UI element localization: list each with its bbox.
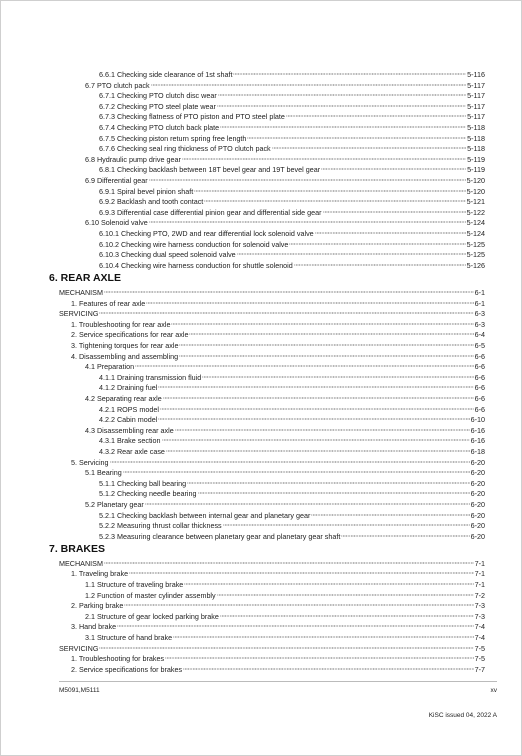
toc-entry[interactable] — [71, 620, 485, 631]
toc-entry[interactable] — [99, 142, 485, 153]
toc-entry[interactable] — [71, 297, 485, 308]
toc-entry-page: 5-117 — [467, 80, 485, 90]
toc-entry[interactable] — [99, 195, 485, 206]
dot-leader — [129, 570, 473, 576]
dot-leader — [163, 395, 474, 401]
toc-entry-page: 6-20 — [470, 457, 485, 467]
toc-entry-page: 5-124 — [466, 229, 485, 238]
toc-entry-title: 6.7 PTO clutch pack — [85, 80, 150, 90]
toc-entry[interactable] — [85, 392, 485, 403]
toc-entry-page: 6-6 — [474, 362, 485, 372]
toc-entry-page: 6-3 — [474, 319, 485, 329]
toc-entry-page: 6-6 — [474, 393, 485, 403]
toc-entry-title: 6.10.4 Checking wire harness conduction for shuttle solenoid — [99, 260, 293, 270]
toc-entry-title: 5. Servicing — [71, 457, 109, 467]
dot-leader — [204, 198, 465, 204]
toc-entry-title: 4.1.1 Draining transmission fluid — [99, 372, 202, 382]
toc-entry-page: 5-122 — [466, 207, 485, 217]
toc-entry-page: 6-4 — [474, 330, 485, 340]
toc-entry-page: 6-20 — [470, 531, 485, 541]
toc-entry[interactable] — [99, 381, 485, 392]
dot-leader — [117, 623, 473, 629]
section-heading: 6. REAR AXLE — [49, 272, 121, 285]
toc-entry-title: 6.6.1 Checking side clearance of 1st shaft — [99, 70, 233, 79]
dot-leader — [99, 645, 473, 651]
toc-entry[interactable] — [85, 578, 485, 589]
toc-entry-page: 5-117 — [467, 112, 485, 122]
dot-leader — [194, 188, 465, 194]
dot-leader — [104, 560, 474, 566]
dot-leader — [179, 342, 473, 348]
toc-entry-title: 6.8.1 Checking backlash between 18T bevel gear and 19T bevel gear — [99, 165, 321, 175]
dot-leader — [104, 289, 474, 295]
toc-entry[interactable] — [71, 456, 485, 467]
toc-entry-title: 4.1.2 Draining fuel — [99, 383, 158, 393]
toc-entry-title: 6.8 Hydraulic pump drive gear — [85, 154, 181, 164]
toc-entry-page: 7-5 — [474, 643, 485, 653]
toc-entry-page: 6-16 — [470, 436, 485, 446]
toc-entry-page: 6-16 — [470, 425, 485, 435]
dot-leader — [173, 634, 474, 640]
toc-entry-title: 1.2 Function of master cylinder assembly — [85, 590, 216, 600]
dot-leader — [158, 384, 473, 390]
toc-entry-title: 4. Disassembling and assembling — [71, 351, 179, 361]
dot-leader — [272, 145, 466, 151]
dot-leader — [135, 363, 473, 369]
toc-entry-page: 7-1 — [474, 558, 485, 568]
toc-entry-page: 5-124 — [466, 218, 485, 228]
toc-entry-page: 6-18 — [470, 446, 485, 456]
toc-entry-title: 6.10.2 Checking wire harness conduction for solenoid valve — [99, 239, 289, 249]
toc-entry[interactable] — [85, 79, 485, 90]
footer-page-number: xv — [490, 687, 497, 694]
toc-entry-page: 5-117 — [467, 91, 485, 101]
toc-entry-title: 6.9.1 Spiral bevel pinion shaft — [99, 186, 194, 196]
toc-entry-title: 5.2 Planetary gear — [85, 499, 144, 509]
toc-entry-page: 7-4 — [474, 633, 485, 642]
toc-entry[interactable] — [71, 599, 485, 610]
toc-entry[interactable] — [99, 445, 485, 456]
toc-entry-title: 4.1 Preparation — [85, 362, 135, 372]
dot-leader — [124, 602, 473, 608]
toc-entry-page: 5-126 — [466, 260, 485, 270]
dot-leader — [217, 103, 466, 109]
toc-entry-title: SERVICING — [59, 309, 99, 319]
toc-entry[interactable] — [85, 424, 485, 435]
toc-entry[interactable] — [99, 434, 485, 445]
toc-entry[interactable] — [99, 238, 485, 249]
toc-entry-title: 5.1 Bearing — [85, 468, 122, 478]
toc-entry-page: 5-120 — [466, 186, 485, 196]
toc-entry[interactable] — [85, 360, 485, 371]
toc-entry[interactable] — [85, 610, 485, 621]
toc-entry-page: 7-4 — [474, 622, 485, 632]
dot-leader — [183, 666, 474, 672]
dot-leader — [99, 310, 473, 316]
dot-leader — [146, 300, 473, 306]
toc-entry[interactable] — [71, 567, 485, 578]
toc-entry[interactable] — [99, 248, 485, 259]
dot-leader — [321, 166, 466, 172]
toc-entry-page: 6-6 — [474, 383, 485, 393]
toc-entry-title: 3. Tightening torques for rear axle — [71, 340, 179, 350]
dot-leader — [165, 655, 474, 661]
toc-entry[interactable] — [99, 110, 485, 121]
toc-entry[interactable] — [71, 328, 485, 339]
dot-leader — [123, 469, 470, 475]
issued-note: KiSC issued 04, 2022 A — [428, 712, 497, 719]
toc-entry-title: 5.2.3 Measuring clearance between planetary gear and planetary gear shaft — [99, 531, 341, 541]
toc-entry[interactable] — [99, 371, 485, 382]
dot-leader — [175, 427, 470, 433]
toc-entry-title: 6.7.2 Checking PTO steel plate wear — [99, 101, 216, 111]
toc-entry[interactable] — [85, 216, 485, 227]
dot-leader — [171, 321, 473, 327]
toc-entry-page: 5-116 — [467, 70, 485, 79]
toc-entry-title: 5.1.2 Checking needle bearing — [99, 489, 197, 499]
toc-entry-page: 6-3 — [474, 309, 485, 319]
toc-entry-title: 2. Service specifications for brakes — [71, 664, 183, 674]
section-heading: 7. BRAKES — [49, 543, 106, 556]
toc-entry-title: SERVICING — [59, 643, 99, 653]
toc-entry[interactable] — [71, 318, 485, 329]
toc-entry[interactable] — [85, 466, 485, 477]
toc-entry[interactable] — [71, 663, 485, 674]
toc-entry-title: 1. Troubleshooting for rear axle — [71, 319, 171, 329]
dot-leader — [311, 512, 469, 518]
toc-entry-page: 7-3 — [474, 611, 485, 621]
toc-entry-title: 6.10 Solenoid valve — [85, 218, 148, 228]
toc-entry[interactable] — [99, 89, 485, 100]
dot-leader — [217, 592, 474, 598]
toc-entry[interactable] — [59, 307, 485, 318]
toc-entry-title: 6.7.5 Checking piston return spring free length — [99, 133, 247, 143]
dot-leader — [247, 135, 466, 141]
toc-entry-title: 5.2.2 Measuring thrust collar thickness — [99, 521, 222, 531]
toc-entry-title: 2. Parking brake — [71, 601, 124, 611]
toc-entry[interactable] — [59, 557, 485, 568]
dot-leader — [187, 480, 470, 486]
toc-entry-page: 6-20 — [470, 478, 485, 488]
toc-entry[interactable] — [99, 477, 485, 488]
toc-entry-page: 7-3 — [474, 601, 485, 611]
dot-leader — [202, 374, 473, 380]
dot-leader — [158, 416, 469, 422]
toc-entry[interactable] — [99, 132, 485, 143]
toc-entry-page: 6-20 — [470, 489, 485, 499]
toc-entry-page: 6-1 — [474, 287, 485, 297]
toc-entry-page: 5-120 — [466, 176, 485, 185]
toc-entry[interactable] — [99, 185, 485, 196]
toc-entry-title: 6.7.4 Checking PTO clutch back plate — [99, 123, 220, 132]
toc-entry[interactable] — [99, 227, 485, 238]
toc-entry-title: 6.7.1 Checking PTO clutch disc wear — [99, 91, 217, 101]
toc-entry-page: 6-10 — [470, 415, 485, 425]
footer-rule — [59, 681, 497, 682]
toc-entry[interactable] — [99, 259, 485, 270]
toc-entry-page: 5-119 — [467, 165, 485, 175]
toc-entry-page: 6-20 — [470, 510, 485, 520]
toc-entry-page: 6-1 — [474, 298, 485, 308]
dot-leader — [294, 262, 466, 268]
toc-entry-title: 2. Service specifications for rear axle — [71, 330, 189, 340]
toc-entry-page: 6-20 — [470, 499, 485, 509]
toc-entry[interactable] — [85, 153, 485, 164]
toc-entry-title: MECHANISM — [59, 558, 103, 568]
dot-leader — [166, 448, 470, 454]
dot-leader — [145, 501, 470, 507]
toc-entry-page: 5-125 — [466, 250, 485, 260]
toc-entry[interactable] — [99, 519, 485, 530]
toc-entry-title: 3. Hand brake — [71, 622, 117, 632]
toc-entry[interactable] — [99, 100, 485, 111]
toc-entry-title: 6.7.3 Checking flatness of PTO piston and PTO steel plate — [99, 112, 285, 122]
toc-entry-page: 5-118 — [467, 123, 485, 132]
toc-entry-title: 4.2.2 Cabin model — [99, 415, 158, 425]
dot-leader — [289, 241, 465, 247]
dot-leader — [315, 230, 466, 236]
toc-entry-title: 4.3.1 Brake section — [99, 436, 161, 446]
toc-entry-title: 4.2.1 ROPS model — [99, 404, 159, 414]
toc-entry-title: 1. Traveling brake — [71, 569, 129, 579]
toc-entry-title: 1. Troubleshooting for brakes — [71, 654, 165, 664]
toc-entry-page: 6-6 — [474, 372, 485, 382]
toc-entry-page: 5-118 — [467, 133, 485, 143]
toc-entry-page: 5-121 — [466, 197, 485, 207]
toc-entry-page: 7-1 — [474, 569, 485, 579]
toc-entry-page: 7-1 — [474, 580, 485, 589]
dot-leader — [220, 613, 474, 619]
toc-entry-title: 6.9 Differential gear — [85, 176, 148, 185]
toc-entry[interactable] — [99, 68, 485, 79]
dot-leader — [179, 353, 474, 359]
toc-entry-title: 6.10.3 Checking dual speed solenoid valve — [99, 250, 236, 260]
toc-entry[interactable] — [99, 487, 485, 498]
toc-entry[interactable] — [85, 631, 485, 642]
dot-leader — [149, 219, 466, 225]
dot-leader — [286, 113, 466, 119]
dot-leader — [341, 533, 469, 539]
toc-entry[interactable] — [99, 163, 485, 174]
toc-entry[interactable] — [85, 589, 485, 600]
toc-entry[interactable] — [99, 121, 485, 132]
dot-leader — [233, 71, 466, 77]
toc-entry[interactable] — [71, 339, 485, 350]
toc-entry-title: 4.2 Separating rear axle — [85, 393, 162, 403]
toc-entry-page: 5-118 — [467, 144, 485, 154]
toc-entry-title: 1. Features of rear axle — [71, 298, 146, 308]
toc-entry[interactable] — [59, 286, 485, 297]
dot-leader — [189, 331, 473, 337]
toc-entry-title: 1.1 Structure of traveling brake — [85, 580, 184, 589]
toc-entry[interactable] — [85, 174, 485, 185]
dot-leader — [223, 522, 470, 528]
toc-entry-page: 7-7 — [474, 664, 485, 674]
dot-leader — [218, 92, 466, 98]
dot-leader — [220, 124, 466, 130]
toc-entry-page: 7-5 — [474, 654, 485, 664]
toc-entry-page: 6-20 — [470, 468, 485, 478]
toc-entry-title: 6.10.1 Checking PTO, 2WD and rear differential lock solenoid valve — [99, 229, 314, 238]
footer-model: M5091,M5111 — [59, 687, 100, 694]
toc-entry-title: 3.1 Structure of hand brake — [85, 633, 173, 642]
toc-entry-page: 5-125 — [466, 239, 485, 249]
toc-entry[interactable] — [85, 498, 485, 509]
toc-entry[interactable] — [99, 413, 485, 424]
toc-entry[interactable] — [99, 530, 485, 541]
toc-entry[interactable] — [99, 206, 485, 217]
toc-entry-title: 6.9.3 Differential case differential pinion gear and differential side gear — [99, 207, 322, 217]
toc-entry-title: 4.3 Disassembling rear axle — [85, 425, 174, 435]
toc-entry-page: 6-6 — [474, 404, 485, 414]
dot-leader — [162, 437, 470, 443]
toc-entry-page: 5-117 — [467, 101, 485, 111]
toc-entry-page: 5-119 — [467, 154, 485, 164]
toc-entry-title: 6.7.6 Checking seal ring thickness of PTO clutch pack — [99, 144, 271, 154]
toc-entry[interactable] — [99, 509, 485, 520]
dot-leader — [110, 459, 470, 465]
toc-entry[interactable] — [71, 652, 485, 663]
dot-leader — [160, 406, 474, 412]
toc-entry-title: 6.9.2 Backlash and tooth contact — [99, 197, 204, 207]
toc-entry[interactable] — [59, 642, 485, 653]
dot-leader — [198, 490, 470, 496]
dot-leader — [151, 82, 467, 88]
toc-entry-page: 6-5 — [474, 340, 485, 350]
toc-entry[interactable] — [71, 350, 485, 361]
toc-entry-title: 5.2.1 Checking backlash between internal gear and planetary gear — [99, 510, 311, 520]
dot-leader — [149, 177, 466, 183]
dot-leader — [182, 156, 466, 162]
dot-leader — [237, 251, 466, 257]
toc-entry[interactable] — [99, 403, 485, 414]
toc-entry-title: 5.1.1 Checking ball bearing — [99, 478, 187, 488]
dot-leader — [184, 581, 473, 587]
toc-entry-page: 7-2 — [474, 590, 485, 600]
toc-entry-page: 6-20 — [470, 521, 485, 531]
toc-entry-title: MECHANISM — [59, 287, 103, 297]
toc-entry-title: 2.1 Structure of gear locked parking brake — [85, 611, 219, 621]
toc-entry-page: 6-6 — [474, 351, 485, 361]
dot-leader — [323, 209, 466, 215]
toc-entry-title: 4.3.2 Rear axle case — [99, 446, 165, 456]
